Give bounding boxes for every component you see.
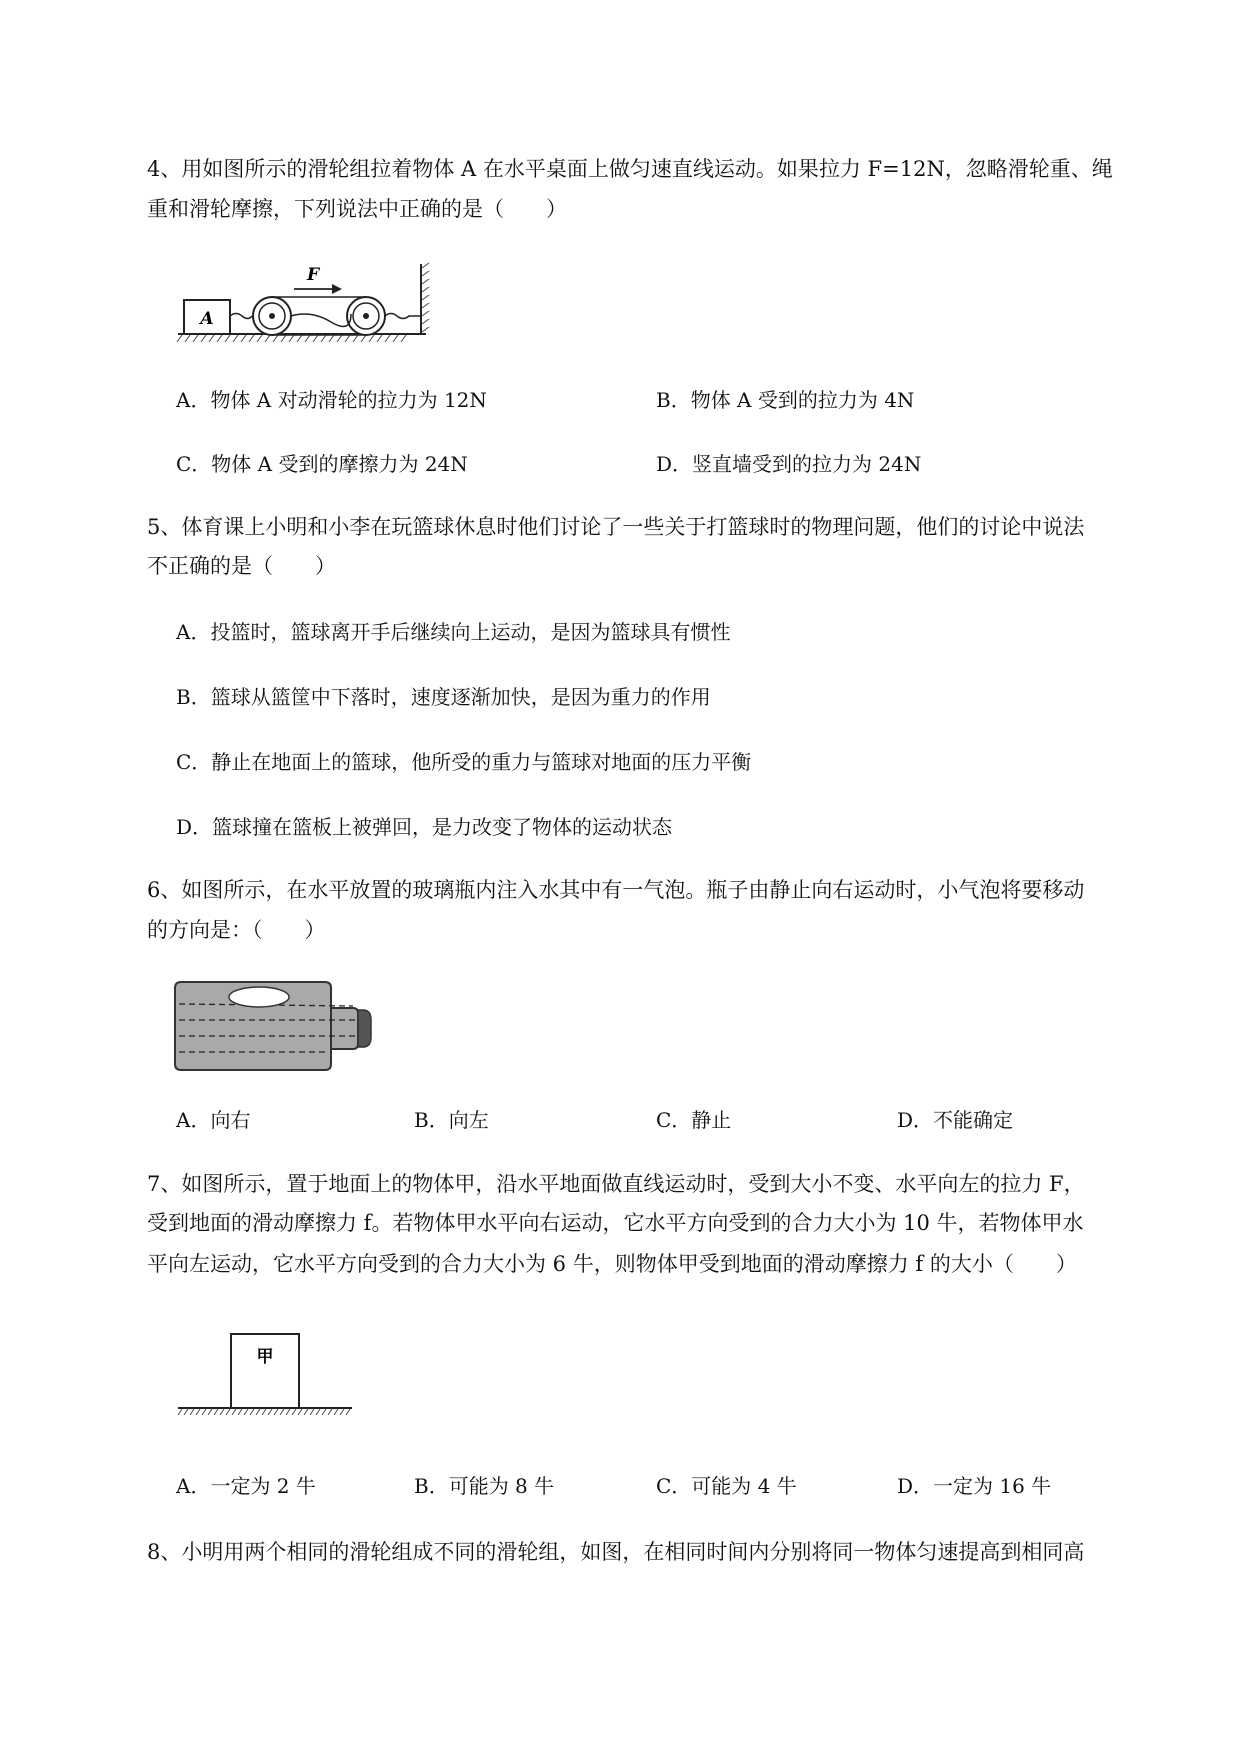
q6-option-c: C．静止 bbox=[656, 1108, 732, 1132]
q7-option-b: B．可能为 8 牛 bbox=[414, 1474, 555, 1498]
q5-option-a: A．投篮时，篮球离开手后继续向上运动，是因为篮球具有惯性 bbox=[176, 620, 731, 644]
q7-block-figure bbox=[176, 1328, 356, 1418]
q5-option-d: D．篮球撞在篮板上被弹回，是力改变了物体的运动状态 bbox=[176, 815, 673, 839]
q4-pulley-figure bbox=[176, 258, 436, 348]
q6-stem-line-1: 6、如图所示，在水平放置的玻璃瓶内注入水其中有一气泡。瓶子由静止向右运动时，小气泡将要移动 bbox=[147, 878, 1085, 902]
q5-stem-line-2: 不正确的是（ ） bbox=[147, 554, 336, 578]
q7-stem-line-3: 平向左运动，它水平方向受到的合力大小为 6 牛，则物体甲受到地面的滑动摩擦力 f 的大小（ ） bbox=[147, 1252, 1077, 1276]
q5-stem-line-1: 5、体育课上小明和小李在玩篮球休息时他们讨论了一些关于打篮球时的物理问题，他们的讨论中说法 bbox=[147, 515, 1085, 539]
q6-option-d: D．不能确定 bbox=[897, 1108, 1014, 1132]
q4-option-d: D．竖直墙受到的拉力为 24N bbox=[656, 452, 922, 476]
q6-option-a: A．向右 bbox=[176, 1108, 251, 1132]
q5-option-c: C．静止在地面上的篮球，他所受的重力与篮球对地面的压力平衡 bbox=[176, 750, 752, 774]
q8-stem-line-1: 8、小明用两个相同的滑轮组成不同的滑轮组，如图，在相同时间内分别将同一物体匀速提高到相同高 bbox=[147, 1540, 1085, 1564]
q7-option-d: D．一定为 16 牛 bbox=[897, 1474, 1052, 1498]
q7-stem-line-2: 受到地面的滑动摩擦力 f。若物体甲水平向右运动，它水平方向受到的合力大小为 10 牛，若物体甲水 bbox=[147, 1211, 1084, 1235]
q4-option-b: B．物体 A 受到的拉力为 4N bbox=[656, 388, 915, 412]
block-jia-label: 甲 bbox=[256, 1347, 274, 1367]
q7-option-a: A．一定为 2 牛 bbox=[176, 1474, 316, 1498]
q7-stem-line-1: 7、如图所示，置于地面上的物体甲，沿水平地面做直线运动时，受到大小不变、水平向左的拉力 F， bbox=[147, 1172, 1085, 1196]
q4-option-c: C．物体 A 受到的摩擦力为 24N bbox=[176, 452, 468, 476]
q6-option-b: B．向左 bbox=[414, 1108, 489, 1132]
block-jia bbox=[231, 1334, 299, 1408]
air-bubble bbox=[229, 987, 289, 1007]
force-label: F bbox=[307, 265, 320, 285]
bottle-cap bbox=[358, 1010, 371, 1047]
block-a-label: A bbox=[200, 309, 214, 329]
q4-option-a: A．物体 A 对动滑轮的拉力为 12N bbox=[176, 388, 487, 412]
q5-option-b: B．篮球从篮筐中下落时，速度逐渐加快，是因为重力的作用 bbox=[176, 685, 711, 709]
q7-option-c: C．可能为 4 牛 bbox=[656, 1474, 797, 1498]
bottle-neck bbox=[331, 1008, 358, 1049]
q4-stem-line-1: 4、用如图所示的滑轮组拉着物体 A 在水平桌面上做匀速直线运动。如果拉力 F=12N，忽略滑轮重、绳 bbox=[147, 157, 1113, 181]
q6-bottle-figure bbox=[173, 980, 383, 1072]
q6-stem-line-2: 的方向是：（ ） bbox=[147, 918, 326, 942]
q4-stem-line-2: 重和滑轮摩擦，下列说法中正确的是（ ） bbox=[147, 197, 567, 221]
